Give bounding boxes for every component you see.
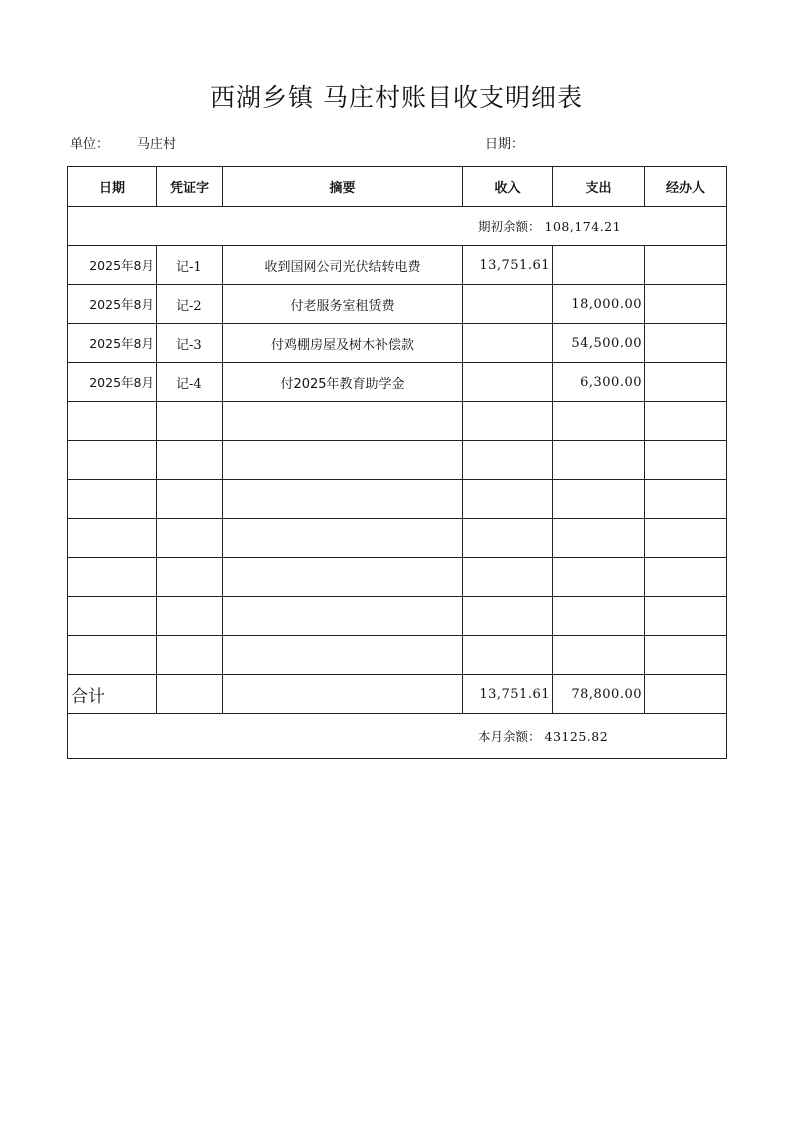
empty-row	[68, 480, 727, 519]
total-voucher-cell	[157, 675, 223, 714]
cell-voucher: 记-2	[157, 285, 223, 324]
cell-summary-empty	[223, 441, 463, 480]
cell-handler	[645, 363, 727, 402]
cell-date-empty	[68, 597, 157, 636]
cell-income-empty	[463, 402, 553, 441]
cell-summary-empty	[223, 558, 463, 597]
cell-handler	[645, 285, 727, 324]
cell-date: 2025年8月	[68, 246, 157, 285]
header-date: 日期	[68, 167, 157, 207]
cell-summary-empty	[223, 480, 463, 519]
total-label: 合计	[68, 675, 157, 714]
cell-income	[463, 324, 553, 363]
ledger-table	[67, 166, 727, 759]
cell-income	[463, 363, 553, 402]
opening-balance-label: 期初余额：	[478, 219, 541, 234]
cell-income-empty	[463, 441, 553, 480]
cell-handler-empty	[645, 597, 727, 636]
cell-income-empty	[463, 636, 553, 675]
empty-row	[68, 441, 727, 480]
closing-balance-value: 43125.82	[544, 729, 609, 744]
closing-balance-row	[68, 714, 727, 759]
cell-income-empty	[463, 480, 553, 519]
cell-date-empty	[68, 636, 157, 675]
cell-income-empty	[463, 597, 553, 636]
header-handler: 经办人	[645, 167, 727, 207]
cell-summary-empty	[223, 519, 463, 558]
empty-row	[68, 597, 727, 636]
cell-income	[463, 285, 553, 324]
cell-handler	[645, 324, 727, 363]
cell-date: 2025年8月	[68, 363, 157, 402]
cell-expense-empty	[553, 441, 645, 480]
header-summary: 摘要	[223, 167, 463, 207]
cell-expense-empty	[553, 597, 645, 636]
cell-voucher-empty	[157, 402, 223, 441]
cell-date-empty	[68, 480, 157, 519]
cell-summary: 付老服务室租赁费	[223, 285, 463, 324]
closing-balance-label: 本月余额：	[478, 729, 541, 744]
cell-date: 2025年8月	[68, 324, 157, 363]
total-expense: 78,800.00	[553, 675, 645, 714]
table-row	[68, 285, 727, 324]
cell-date-empty	[68, 441, 157, 480]
cell-summary-empty	[223, 636, 463, 675]
header-income: 收入	[463, 167, 553, 207]
cell-voucher-empty	[157, 597, 223, 636]
table-row	[68, 324, 727, 363]
table-row	[68, 246, 727, 285]
cell-voucher-empty	[157, 519, 223, 558]
closing-balance-cell	[68, 714, 727, 759]
cell-summary: 付2025年教育助学金	[223, 363, 463, 402]
opening-balance-row	[68, 207, 727, 246]
page-title: 西湖乡镇 马庄村账目收支明细表	[210, 83, 583, 112]
total-handler-cell	[645, 675, 727, 714]
cell-summary-empty	[223, 402, 463, 441]
cell-voucher: 记-4	[157, 363, 223, 402]
cell-voucher-empty	[157, 441, 223, 480]
cell-voucher-empty	[157, 636, 223, 675]
unit-value: 马庄村	[137, 137, 177, 152]
total-summary-cell	[223, 675, 463, 714]
cell-date-empty	[68, 402, 157, 441]
cell-expense-empty	[553, 519, 645, 558]
cell-handler-empty	[645, 558, 727, 597]
cell-voucher: 记-1	[157, 246, 223, 285]
cell-handler-empty	[645, 480, 727, 519]
header-row	[68, 167, 727, 207]
cell-expense: 18,000.00	[553, 285, 645, 324]
cell-handler-empty	[645, 519, 727, 558]
date-label: 日期：	[485, 137, 525, 152]
cell-voucher-empty	[157, 558, 223, 597]
total-income: 13,751.61	[463, 675, 553, 714]
opening-balance-value: 108,174.21	[544, 219, 622, 234]
cell-handler-empty	[645, 402, 727, 441]
cell-income: 13,751.61	[463, 246, 553, 285]
empty-row	[68, 558, 727, 597]
cell-expense-empty	[553, 558, 645, 597]
cell-expense: 54,500.00	[553, 324, 645, 363]
cell-handler-empty	[645, 636, 727, 675]
cell-date-empty	[68, 519, 157, 558]
cell-summary: 收到国网公司光伏结转电费	[223, 246, 463, 285]
cell-handler-empty	[645, 441, 727, 480]
unit-label: 单位：	[70, 137, 110, 152]
cell-expense-empty	[553, 636, 645, 675]
cell-date: 2025年8月	[68, 285, 157, 324]
cell-summary-empty	[223, 597, 463, 636]
empty-row	[68, 636, 727, 675]
cell-income-empty	[463, 519, 553, 558]
cell-voucher: 记-3	[157, 324, 223, 363]
cell-income-empty	[463, 558, 553, 597]
cell-expense-empty	[553, 402, 645, 441]
header-voucher: 凭证字	[157, 167, 223, 207]
table-row	[68, 363, 727, 402]
cell-expense: 6,300.00	[553, 363, 645, 402]
empty-row	[68, 519, 727, 558]
empty-row	[68, 402, 727, 441]
opening-balance-cell	[68, 207, 727, 246]
cell-summary: 付鸡棚房屋及树木补偿款	[223, 324, 463, 363]
cell-handler	[645, 246, 727, 285]
cell-expense	[553, 246, 645, 285]
cell-date-empty	[68, 558, 157, 597]
cell-voucher-empty	[157, 480, 223, 519]
cell-expense-empty	[553, 480, 645, 519]
header-expense: 支出	[553, 167, 645, 207]
total-row	[68, 675, 727, 714]
